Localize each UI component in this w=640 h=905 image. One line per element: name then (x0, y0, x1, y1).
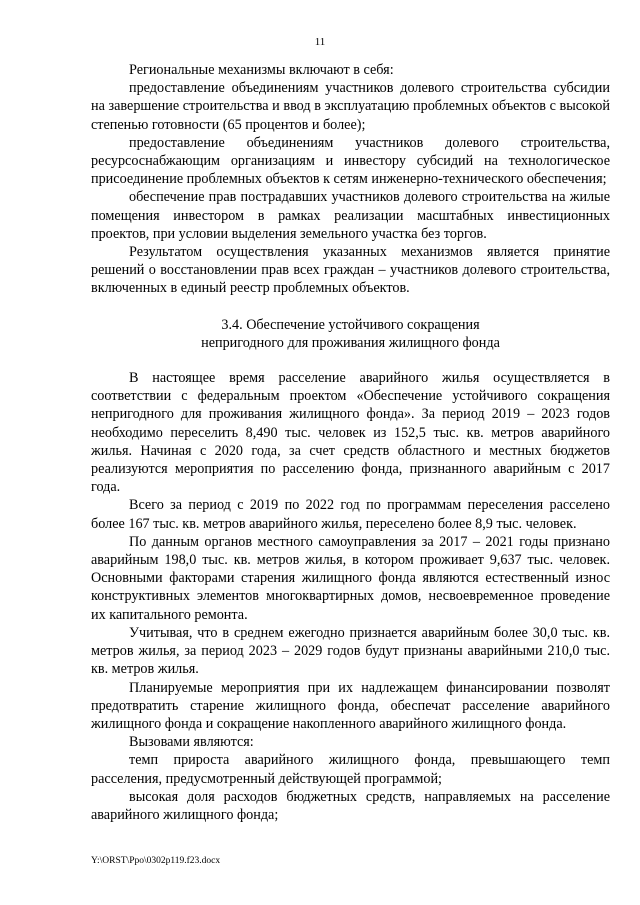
paragraph: предоставление объединениям участников долевого строительства, ресурсоснабжающим организациям и инвестору субсидий на технологическое присоединение проблемных объектов к сетям инженерно-технического обеспечения; (91, 134, 610, 188)
paragraph: По данным органов местного самоуправления за 2017 – 2021 годы признано аварийным 198,0 тыс. кв. метров жилья, в котором проживает 9,637 тыс. человек. Основными факторами старения жилищного фонда являются естественный износ конструктивных элементов многоквартирных домов, несвоевременное проведение их капитального ремонта. (91, 533, 610, 623)
paragraph: Региональные механизмы включают в себя: (129, 62, 394, 78)
section-heading (91, 316, 610, 352)
paragraph: обеспечение прав пострадавших участников долевого строительства на жилые помещения инвестором в рамках реализации масштабных инвестиционных проектов, при условии выделения земельного участка без торгов. (91, 189, 610, 242)
document-body (91, 61, 610, 824)
paragraph: Учитывая, что в среднем ежегодно признается аварийным более 30,0 тыс. кв. метров жилья, за период 2023 – 2029 годов будут признаны аварийными 210,0 тыс. кв. метров жилья. (91, 624, 610, 678)
paragraph: высокая доля расходов бюджетных средств, направляемых на расселение аварийного жилищного фонда; (91, 788, 610, 823)
paragraph: В настоящее время расселение аварийного жилья осуществляется в соответствии с федеральным проектом «Обеспечение устойчивого сокращения непригодного для проживания жилищного фонда». За период 2019 – 2023 годов необходимо переселить 8,490 тыс. человек из 152,5 тыс. кв. метров аварийного жилья. Начиная с 2020 года, за счет средств областного и местных бюджетов реализуются мероприятия по расселению фонда, признанного аварийным с 2017 года. (91, 370, 610, 496)
paragraph: предоставление объединениям участников долевого строительства субсидии на завершение строительства и ввод в эксплуатацию проблемных объектов с высокой степенью готовности (65 процентов и более); (91, 80, 610, 133)
section-heading-line: непригодного для проживания жилищного фонда (201, 334, 500, 351)
paragraph: темп прироста аварийного жилищного фонда, превышающего темп расселения, предусмотренный действующей программой; (91, 752, 610, 787)
section-heading-line: 3.4. Обеспечение устойчивого сокращения (221, 316, 480, 333)
paragraph: Результатом осуществления указанных механизмов является принятие решений о восстановлении прав всех граждан – участников долевого строительства, включенных в единый реестр проблемных объектов. (91, 244, 610, 297)
paragraph: Всего за период с 2019 по 2022 год по программам переселения расселено более 167 тыс. кв. метров аварийного жилья, переселено более 8,9 тыс. человек. (91, 497, 610, 532)
paragraph: Вызовами являются: (129, 734, 254, 751)
paragraph: Планируемые мероприятия при их надлежащем финансировании позволят предотвратить старение жилищного фонда, обеспечат расселение аварийного жилищного фонда и сокращение накопленного аварийного жилищного фонда. (91, 679, 610, 732)
footer-file-path: Y:\ORST\Ppo\0302p119.f23.docx (91, 856, 221, 866)
page-number: 11 (314, 36, 326, 48)
